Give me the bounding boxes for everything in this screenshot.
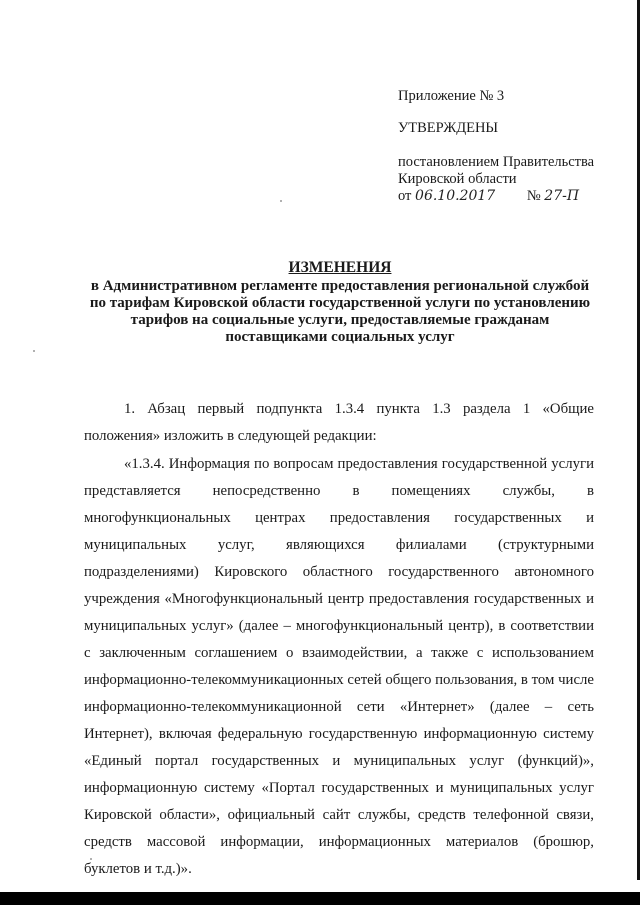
number-label: №: [526, 188, 541, 204]
date-number-line: [398, 188, 638, 205]
appendix-label: Приложение № 3: [398, 88, 505, 104]
scan-speck: [280, 200, 282, 202]
heading-subtitle-line: поставщиками социальных услуг: [225, 329, 455, 345]
document-body: [84, 396, 594, 883]
scan-bottom-bar: [0, 892, 640, 905]
resolution-line-1: постановлением Правительства: [398, 154, 595, 170]
heading-subtitle-line: в Административном регламенте предоставления региональной службой: [90, 278, 590, 294]
document-heading: [60, 259, 620, 346]
date-prefix: от: [398, 188, 412, 204]
heading-title: ИЗМЕНЕНИЯ: [288, 259, 392, 276]
body-paragraph: «1.3.4. Информация по вопросам предоставления государственной услуги представляется непосредственно в помещениях службы, в многофункциональных центрах предоставления государственных и муниципальных услуг, являющихся филиалами (структурными подразделениями) Кировского областного государственного автономного учреждения «Многофункциональный центр предоставления государственных и муниципальных услуг» (далее – многофункциональный центр), в соответствии с заключенным соглашением о взаимодействии, а также с использованием информационно-телекоммуникационных сетей общего пользования, в том числе информационно-телекоммуникационной сети «Интернет» (далее – сеть Интернет), включая федеральную государственную информационную систему «Единый портал государственных и муниципальных услуг (функций)», информационную систему «Портал государственных и муниципальных услуг Кировской области», официальный сайт службы, средств телефонной связи, средств массовой информации, информационных материалов (брошюр, буклетов и т.д.)».: [84, 456, 594, 877]
scan-speck: [33, 350, 35, 352]
body-paragraph: 1. Абзац первый подпункта 1.3.4 пункта 1.3 раздела 1 «Общие положения» изложить в следующей редакции:: [84, 401, 594, 444]
approval-block: [398, 88, 638, 205]
handwritten-date: 06.10.2017: [415, 188, 496, 204]
resolution-line-2: Кировской области: [398, 171, 517, 187]
handwritten-number: 27-П: [544, 188, 580, 204]
heading-subtitle-line: по тарифам Кировской области государственной услуги по установлению: [89, 295, 591, 311]
heading-subtitle-line: тарифов на социальные услуги, предоставляемые гражданам: [130, 312, 550, 328]
approved-label: УТВЕРЖДЕНЫ: [398, 120, 499, 136]
scan-speck: [90, 858, 92, 860]
